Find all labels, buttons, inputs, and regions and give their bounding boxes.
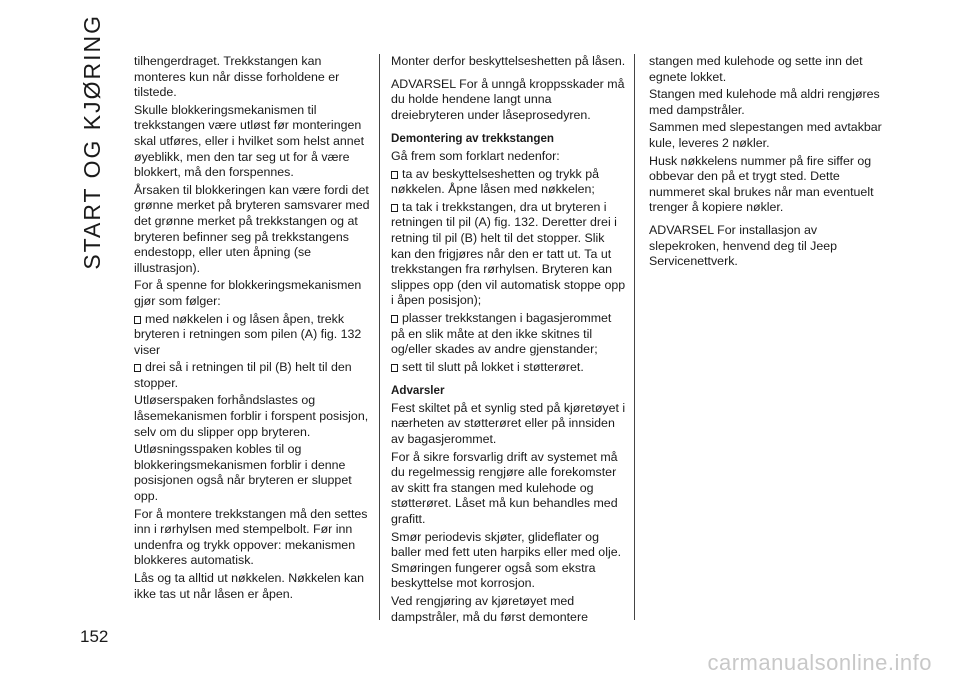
paragraph: tilhengerdraget. Trekkstangen kan monteres kun når disse forholdene er tilstede. [134, 54, 340, 100]
list-item-text: drei så i retningen til pil (B) helt til den stopper. [134, 360, 352, 390]
list-item [391, 311, 627, 358]
chapter-title-text: START OG KJØRING [78, 14, 105, 270]
paragraph: For å sikre forsvarlig drift av systemet må du regelmessig rengjøre alle forekomster av skitt fra stangen med kulehode og støtterøret. Låset må kun behandles med grafitt. [391, 449, 618, 527]
paragraph: Husk nøkkelens nummer på fire siffer og obbevar den på et trygt sted. Dette nummeret skal brukes når man eventuelt trenger å kopiere nøkler. [649, 153, 874, 215]
paragraph: Stangen med kulehode må aldri rengjøres med dampstråler. [649, 87, 880, 117]
square-bullet-icon [391, 204, 398, 212]
chapter-title [62, 14, 122, 270]
paragraph: Sammen med slepestangen med avtakbar kule, leveres 2 nøkler. [649, 120, 882, 150]
column-divider [634, 54, 635, 620]
page-number: 152 [80, 627, 109, 646]
list-item-text: med nøkkelen i og låsen åpen, trekk bryteren i retningen som pilen (A) fig. 132 viser [134, 311, 362, 357]
warning-paragraph: ADVARSEL For å unngå kroppsskader må du holde hendene langt unna dreiebryteren under låseprosedyren. [391, 76, 625, 122]
list-item [134, 312, 370, 359]
paragraph: Smør periodevis skjøter, glideflater og baller med fett uten harpiks eller med olje. Smøringen fungerer også som ekstra beskyttelse mot korrosjon. [391, 529, 622, 591]
section-heading: Advarsler [391, 384, 445, 398]
paragraph: stangen med kulehode og sette inn det egnete lokket. [649, 54, 863, 84]
paragraph: Ved rengjøring av kjøretøyet med dampstråler, må du først demontere [391, 594, 588, 624]
warning-paragraph: ADVARSEL For installasjon av slepekroken, henvend deg til Jeep Servicenettverk. [649, 222, 838, 269]
paragraph: Utløsningsspaken kobles til og blokkeringsmekanismen forblir i denne posisjonen også når bryteren er sluppet opp. [134, 442, 352, 504]
paragraph: Årsaken til blokkeringen kan være fordi det grønne merket på bryteren samsvarer med det grønne merket på trekkstangen og at bryteren befinner seg på trekkstangens endestopp, eller uten åpning (se illustrasjon). [134, 182, 370, 275]
list-item [391, 360, 627, 376]
paragraph: For å montere trekkstangen må den settes inn i rørhylsen med stempelbolt. Før inn undenfra og trykk oppover: mekanismen blokkeres automatisk. [134, 506, 368, 568]
section-heading: Demontering av trekkstangen [391, 132, 555, 146]
paragraph: For å spenne for blokkeringsmekanismen gjør som følger: [134, 278, 362, 308]
paragraph: Gå frem som forklart nedenfor: [391, 148, 560, 163]
square-bullet-icon [391, 171, 398, 179]
text-column-2 [391, 54, 627, 627]
square-bullet-icon [391, 315, 398, 323]
column-divider [379, 54, 380, 620]
paragraph: Skulle blokkeringsmekanismen til trekkstangen være utløst før monteringen skal utføres, eller i hvilket som helst annet øyeblikk, men den tar seg ut for å være blokkert, må den forspennes. [134, 102, 365, 180]
list-item [134, 360, 370, 391]
list-item-text: ta tak i trekkstangen, dra ut bryteren i retningen til pil (A) fig. 132. Deretter drei i retning til pil (B) helt til det stopper. Slik kan den frigjøres når den er tatt ut. Ta ut trekkstangen fra rørhylsen. Bryteren kan slippes opp (den vil automatisk stoppe opp i åpen posisjon); [391, 199, 626, 308]
list-item-text: ta av beskyttelseshetten og trykk på nøkkelen. Åpne låsen med nøkkelen; [391, 166, 599, 197]
watermark-logo: carmanualsonline.info [707, 650, 932, 675]
paragraph: Monter derfor beskyttelseshetten på låsen. [391, 54, 626, 68]
text-column-1 [134, 54, 370, 604]
square-bullet-icon [134, 364, 141, 372]
paragraph: Fest skiltet på et synlig sted på kjøretøyet i nærheten av støtterøret eller på innsiden av bagasjerommet. [391, 400, 626, 447]
list-item [391, 167, 627, 198]
paragraph: Lås og ta alltid ut nøkkelen. Nøkkelen kan ikke tas ut når låsen er åpen. [134, 571, 365, 601]
list-item-text: plasser trekkstangen i bagasjerommet på en slik måte at den ikke skitnes til og/eller skades av andre gjenstander; [391, 310, 612, 357]
square-bullet-icon [391, 364, 398, 372]
text-column-3 [649, 54, 885, 272]
paragraph: Utløserspaken forhåndslastes og låsemekanismen forblir i forspent posisjon, selv om du slipper opp bryteren. [134, 393, 369, 439]
list-item-text: sett til slutt på lokket i støtterøret. [402, 359, 584, 374]
square-bullet-icon [134, 316, 141, 324]
list-item [391, 200, 627, 309]
